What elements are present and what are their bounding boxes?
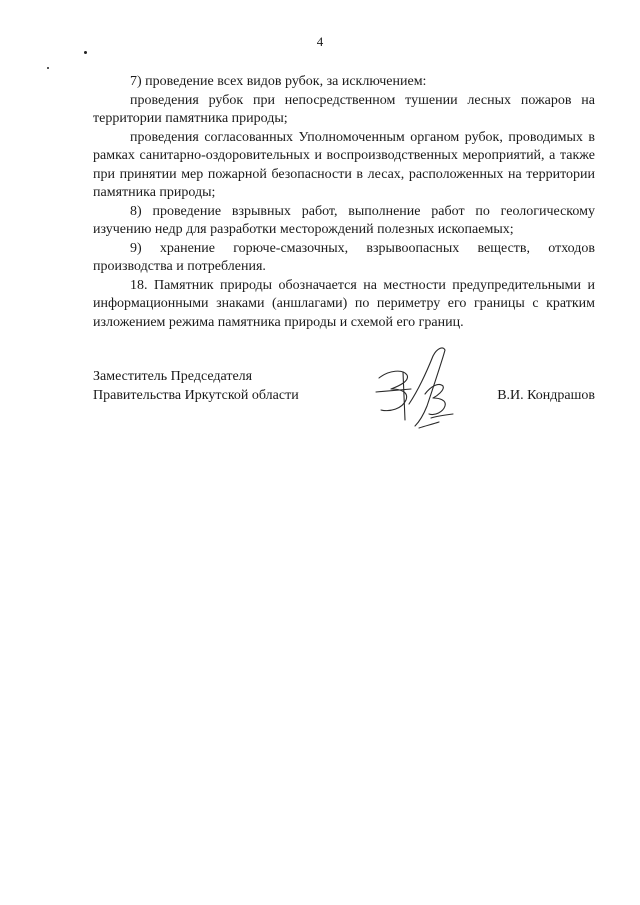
document-body xyxy=(93,73,595,332)
list-subitem-sanitary-logging: проведения согласованных Уполномоченным органом рубок, проводимых в рамках санитарно-оздоровительных и воспроизводственных мероприятий, а также при принятии мер пожарной безопасности в лесах, расположенных на территории памятника природы; xyxy=(93,129,595,200)
signer-position-line-2: Правительства Иркутской области xyxy=(93,387,299,403)
scan-artifact-dot xyxy=(47,67,49,69)
clause-18-signage: 18. Памятник природы обозначается на местности предупредительными и информационными знаками (аншлагами) по периметру его границы с кратким изложением режима памятника природы и схемой его границ. xyxy=(93,277,595,330)
signature-block xyxy=(93,368,595,438)
list-item-storage-ban: 9) хранение горюче-смазочных, взрывоопасных веществ, отходов производства и потребления. xyxy=(93,240,595,274)
handwritten-signature xyxy=(373,342,463,434)
page-number: 4 xyxy=(316,34,324,49)
scan-artifact-dot xyxy=(84,51,87,54)
signer-position-line-1: Заместитель Председателя xyxy=(93,369,253,384)
list-item-blasting-ban: 8) проведение взрывных работ, выполнение работ по геологическому изучению недр для разработки месторождений полезных ископаемых; xyxy=(93,203,595,237)
list-subitem-fire-suppression: проведения рубок при непосредственном тушении лесных пожаров на территории памятника природы; xyxy=(93,92,595,126)
signer-name: В.И. Кондрашов xyxy=(497,387,595,403)
signer-position xyxy=(93,368,299,405)
list-item-logging-ban: 7) проведение всех видов рубок, за исключением: xyxy=(130,74,427,89)
